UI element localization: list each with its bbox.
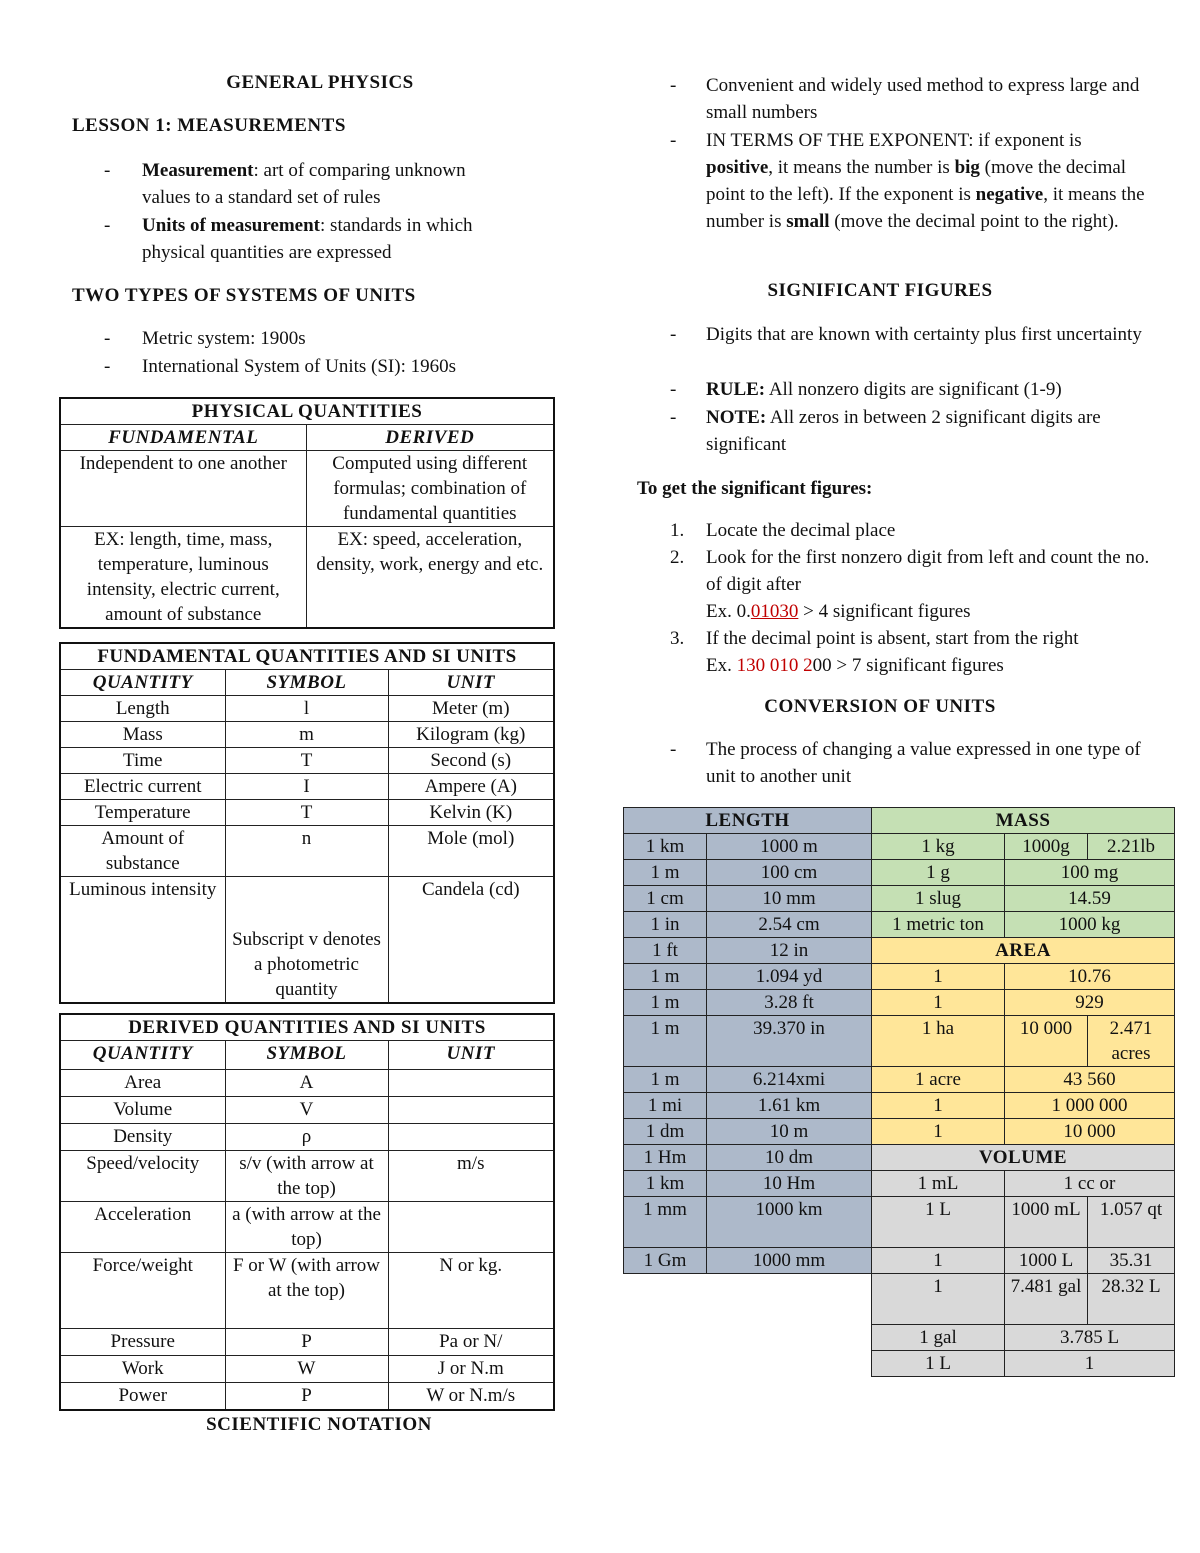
table-cell	[388, 1097, 554, 1124]
table-row	[624, 1093, 1175, 1119]
table-cell: 1 km	[624, 1171, 707, 1197]
table-cell: 1.094 yd	[707, 964, 872, 990]
dash-bullet: -	[104, 356, 111, 377]
list-item	[670, 404, 1150, 458]
definition-item	[104, 157, 544, 211]
empty-cell	[624, 1274, 872, 1325]
table-cell: 1 000 000	[1005, 1093, 1175, 1119]
table-cell: 1	[872, 1274, 1005, 1325]
column-header: UNIT	[388, 670, 554, 696]
column-header: DERIVED	[306, 425, 554, 451]
text: > 4 significant figures	[798, 601, 971, 622]
term: Units of measurement	[142, 215, 321, 236]
table-row	[624, 1248, 1175, 1274]
dash-bullet: -	[670, 407, 677, 428]
table-cell: 1000 L	[1005, 1248, 1088, 1274]
table-cell: Density	[60, 1124, 225, 1151]
table-title: DERIVED QUANTITIES AND SI UNITS	[60, 1014, 554, 1041]
dash-bullet: -	[670, 75, 677, 96]
table-cell: 1 mi	[624, 1093, 707, 1119]
table-cell: 1 m	[624, 964, 707, 990]
item-number: 2.	[670, 547, 685, 568]
table-cell	[388, 1124, 554, 1151]
text: All nonzero digits are significant (1-9)	[765, 379, 1062, 400]
table-row	[624, 912, 1175, 938]
table-cell: 28.32 L	[1088, 1274, 1175, 1325]
dash-bullet: -	[104, 328, 111, 349]
lesson-title: LESSON 1: MEASUREMENTS	[72, 115, 346, 136]
definition-text: physical quantities are expressed	[142, 242, 392, 263]
table-cell: 10.76	[1005, 964, 1175, 990]
mass-header: MASS	[872, 808, 1175, 834]
table-cell: 1 mL	[872, 1171, 1005, 1197]
list-item-text: Convenient and widely used method to express large and small numbers	[706, 75, 1140, 123]
table-cell: 1 m	[624, 990, 707, 1016]
highlight: 130 010 2	[736, 655, 813, 676]
item-number: 3.	[670, 628, 685, 649]
emphasis: big	[954, 157, 980, 178]
list-item	[670, 72, 1150, 126]
list-item-text: The process of changing a value expressed in one type of unit to another unit	[706, 739, 1141, 787]
table-cell: 3.785 L	[1005, 1325, 1175, 1351]
table-row	[624, 1171, 1175, 1197]
label: NOTE:	[706, 407, 767, 428]
text: IN TERMS OF THE EXPONENT: if exponent is	[706, 130, 1082, 151]
list-item	[670, 376, 1150, 403]
text: Ex. 0.	[706, 601, 751, 622]
table-cell: 1 cc or	[1005, 1171, 1175, 1197]
section-title-significant-figures: SIGNIFICANT FIGURES	[767, 280, 993, 301]
table-cell: Force/weight	[60, 1253, 225, 1329]
table-cell: Electric current	[60, 774, 225, 800]
table-cell: T	[225, 748, 388, 774]
table-cell: 100 mg	[1005, 860, 1175, 886]
table-cell: 1	[872, 990, 1005, 1016]
table-cell: 1 m	[624, 1016, 707, 1067]
table-row	[60, 1253, 554, 1329]
table-row	[60, 696, 554, 722]
table-cell: m	[225, 722, 388, 748]
emphasis: positive	[706, 157, 769, 178]
table-cell: 1000 kg	[1005, 912, 1175, 938]
column-header: QUANTITY	[60, 1041, 225, 1070]
table-row	[60, 1356, 554, 1383]
table-cell: W	[225, 1356, 388, 1383]
term: Measurement	[142, 160, 254, 181]
table-cell: Speed/velocity	[60, 1151, 225, 1202]
table-row	[624, 1274, 1175, 1325]
table-row	[624, 886, 1175, 912]
table-cell: 12 in	[707, 938, 872, 964]
table-row	[624, 1016, 1175, 1067]
table-row	[60, 1124, 554, 1151]
table-row	[60, 800, 554, 826]
table-cell: 10 000	[1005, 1119, 1175, 1145]
table-cell: 100 cm	[707, 860, 872, 886]
table-cell: Luminous intensity	[60, 877, 225, 1003]
dash-bullet: -	[104, 215, 111, 236]
table-cell: 1	[872, 1119, 1005, 1145]
table-cell	[388, 1070, 554, 1097]
table-row	[60, 1151, 554, 1202]
list-item	[104, 353, 544, 380]
text: (move the decimal point to the left). If the exponent is	[706, 157, 1127, 205]
derived-quantities-table	[59, 1013, 555, 1411]
table-cell: Computed using different formulas; combination of fundamental quantities	[306, 451, 554, 527]
text: , it means the number is	[706, 184, 1145, 232]
howto-title: To get the significant figures:	[637, 478, 873, 499]
table-cell: 10 000	[1005, 1016, 1088, 1067]
definition-text: : art of comparing unknown	[253, 160, 466, 181]
numbered-item	[670, 625, 1150, 679]
table-cell: 1 ha	[872, 1016, 1005, 1067]
table-cell: 1 metric ton	[872, 912, 1005, 938]
table-cell: 1.057 qt	[1088, 1197, 1175, 1248]
dash-bullet: -	[670, 379, 677, 400]
table-cell: 3.28 ft	[707, 990, 872, 1016]
table-cell: 1 L	[872, 1351, 1005, 1377]
table-cell: J or N.m	[388, 1356, 554, 1383]
table-cell: 1 g	[872, 860, 1005, 886]
table-cell: 1 cm	[624, 886, 707, 912]
column-header: SYMBOL	[225, 1041, 388, 1070]
fundamental-quantities-table	[59, 642, 555, 1004]
table-cell: 1 slug	[872, 886, 1005, 912]
text: Ex.	[706, 655, 737, 676]
definition-item	[104, 212, 544, 266]
table-cell: Time	[60, 748, 225, 774]
label: RULE:	[706, 379, 766, 400]
example-text	[706, 598, 1150, 625]
table-cell: EX: speed, acceleration, density, work, energy and etc.	[306, 527, 554, 629]
list-item	[104, 325, 544, 352]
table-cell: I	[225, 774, 388, 800]
empty-cell	[624, 1325, 872, 1351]
table-cell: a (with arrow at the top)	[225, 1202, 388, 1253]
table-cell: Subscript v denotes a photometric quantity	[225, 877, 388, 1003]
table-row	[60, 722, 554, 748]
table-cell: 1 m	[624, 860, 707, 886]
table-cell: 1000 km	[707, 1197, 872, 1248]
table-cell: 1	[872, 964, 1005, 990]
table-cell: Power	[60, 1383, 225, 1410]
table-cell: 1 L	[872, 1197, 1005, 1248]
table-cell: 2.471 acres	[1088, 1016, 1175, 1067]
table-cell: 1000 mL	[1005, 1197, 1088, 1248]
dash-bullet: -	[670, 739, 677, 760]
table-row	[60, 826, 554, 877]
table-cell: 1 in	[624, 912, 707, 938]
numbered-item	[670, 544, 1150, 625]
highlight: 01030	[750, 601, 799, 622]
table-cell: s/v (with arrow at the top)	[225, 1151, 388, 1202]
table-row	[624, 964, 1175, 990]
table-cell: Mole (mol)	[388, 826, 554, 877]
text: All zeros in between 2 significant digits are significant	[706, 407, 1101, 455]
physical-quantities-table	[59, 397, 555, 629]
table-cell: n	[225, 826, 388, 877]
table-cell: Pressure	[60, 1329, 225, 1356]
dash-bullet: -	[670, 324, 677, 345]
table-cell: Volume	[60, 1097, 225, 1124]
table-cell: Meter (m)	[388, 696, 554, 722]
table-cell: 1 mm	[624, 1197, 707, 1248]
table-cell: Pa or N/	[388, 1329, 554, 1356]
table-row	[60, 1070, 554, 1097]
conversion-table	[623, 807, 1175, 1377]
item-number: 1.	[670, 520, 685, 541]
table-cell: 1	[872, 1248, 1005, 1274]
text: 00 > 7 significant figures	[812, 655, 1004, 676]
table-cell: 1000 mm	[707, 1248, 872, 1274]
table-cell: 7.481 gal	[1005, 1274, 1088, 1325]
table-cell: P	[225, 1383, 388, 1410]
table-cell: 1 gal	[872, 1325, 1005, 1351]
table-row	[624, 938, 1175, 964]
list-item-text: Look for the first nonzero digit from left and count the no. of digit after	[706, 547, 1150, 595]
table-cell: 10 mm	[707, 886, 872, 912]
table-cell: Second (s)	[388, 748, 554, 774]
table-cell	[388, 1202, 554, 1253]
table-cell: 1 m	[624, 1067, 707, 1093]
table-cell: A	[225, 1070, 388, 1097]
table-cell: 2.21lb	[1088, 834, 1175, 860]
table-cell: 43 560	[1005, 1067, 1175, 1093]
table-cell: Mass	[60, 722, 225, 748]
dash-bullet: -	[104, 160, 111, 181]
table-cell: 1 Hm	[624, 1145, 707, 1171]
table-row	[60, 1202, 554, 1253]
column-header: UNIT	[388, 1041, 554, 1070]
table-cell: 1	[872, 1093, 1005, 1119]
emphasis: small	[786, 211, 830, 232]
list-item-text: If the decimal point is absent, start from the right	[706, 628, 1079, 649]
table-cell: Kilogram (kg)	[388, 722, 554, 748]
table-row	[60, 748, 554, 774]
definition-text: values to a standard set of rules	[142, 187, 381, 208]
table-cell: 35.31	[1088, 1248, 1175, 1274]
table-row	[60, 1383, 554, 1410]
table-row	[624, 1067, 1175, 1093]
table-title: FUNDAMENTAL QUANTITIES AND SI UNITS	[60, 643, 554, 670]
table-row	[60, 1329, 554, 1356]
table-cell: Work	[60, 1356, 225, 1383]
definition-text: : standards in which	[320, 215, 473, 236]
list-item-text: Metric system: 1900s	[142, 328, 306, 349]
table-cell: 1.61 km	[707, 1093, 872, 1119]
dash-bullet: -	[670, 130, 677, 151]
list-item-text: Digits that are known with certainty plus first uncertainty	[706, 324, 1142, 345]
table-cell: 1 kg	[872, 834, 1005, 860]
table-title: PHYSICAL QUANTITIES	[60, 398, 554, 425]
table-cell: ρ	[225, 1124, 388, 1151]
table-cell: 10 m	[707, 1119, 872, 1145]
table-cell: l	[225, 696, 388, 722]
list-item-text: Locate the decimal place	[706, 520, 896, 541]
table-cell: 10 dm	[707, 1145, 872, 1171]
table-cell: 1 ft	[624, 938, 707, 964]
table-cell: 1000 m	[707, 834, 872, 860]
table-cell: 1 Gm	[624, 1248, 707, 1274]
table-row	[60, 1097, 554, 1124]
table-cell: 14.59	[1005, 886, 1175, 912]
list-item-text	[706, 127, 1150, 235]
numbered-item	[670, 517, 1150, 544]
length-header: LENGTH	[624, 808, 872, 834]
table-cell: 6.214xmi	[707, 1067, 872, 1093]
section-title-conversion: CONVERSION OF UNITS	[764, 696, 996, 717]
table-cell: 929	[1005, 990, 1175, 1016]
table-cell: Kelvin (K)	[388, 800, 554, 826]
table-cell: Independent to one another	[60, 451, 306, 527]
systems-title: TWO TYPES OF SYSTEMS OF UNITS	[72, 285, 416, 306]
table-cell: m/s	[388, 1151, 554, 1202]
table-cell: 1 dm	[624, 1119, 707, 1145]
table-cell: Candela (cd)	[388, 877, 554, 1003]
emphasis: negative	[975, 184, 1044, 205]
text: (move the decimal point to the right).	[829, 211, 1119, 232]
table-cell: 1	[1005, 1351, 1175, 1377]
table-row	[624, 860, 1175, 886]
table-row	[624, 1119, 1175, 1145]
table-row	[624, 990, 1175, 1016]
table-cell: T	[225, 800, 388, 826]
table-cell: Ampere (A)	[388, 774, 554, 800]
text: , it means the number is	[768, 157, 955, 178]
example-text	[706, 652, 1150, 679]
column-header: SYMBOL	[225, 670, 388, 696]
section-title-scientific-notation: SCIENTIFIC NOTATION	[206, 1414, 432, 1435]
list-item	[670, 736, 1150, 790]
table-row	[60, 774, 554, 800]
table-cell: 1000g	[1005, 834, 1088, 860]
table-row	[624, 1145, 1175, 1171]
table-row	[624, 1351, 1175, 1377]
table-row	[624, 1197, 1175, 1248]
table-cell: 1 acre	[872, 1067, 1005, 1093]
table-cell: 2.54 cm	[707, 912, 872, 938]
table-cell: F or W (with arrow at the top)	[225, 1253, 388, 1329]
volume-header: VOLUME	[872, 1145, 1175, 1171]
table-cell: Amount of substance	[60, 826, 225, 877]
list-item-text: International System of Units (SI): 1960s	[142, 356, 456, 377]
table-cell: N or kg.	[388, 1253, 554, 1329]
table-cell: 39.370 in	[707, 1016, 872, 1067]
column-header: FUNDAMENTAL	[60, 425, 306, 451]
table-row	[60, 877, 554, 1003]
table-cell: Temperature	[60, 800, 225, 826]
table-cell: 1 km	[624, 834, 707, 860]
table-row	[624, 834, 1175, 860]
table-cell: Area	[60, 1070, 225, 1097]
list-item	[670, 127, 1150, 235]
column-header: QUANTITY	[60, 670, 225, 696]
table-cell: EX: length, time, mass, temperature, luminous intensity, electric current, amount of substance	[60, 527, 306, 629]
empty-cell	[624, 1351, 872, 1377]
table-cell: 10 Hm	[707, 1171, 872, 1197]
area-header: AREA	[872, 938, 1175, 964]
list-item	[670, 321, 1150, 348]
table-row	[624, 1325, 1175, 1351]
table-cell: Length	[60, 696, 225, 722]
table-cell: P	[225, 1329, 388, 1356]
page-title: GENERAL PHYSICS	[226, 72, 414, 93]
table-cell: W or N.m/s	[388, 1383, 554, 1410]
table-cell: Acceleration	[60, 1202, 225, 1253]
table-cell: V	[225, 1097, 388, 1124]
